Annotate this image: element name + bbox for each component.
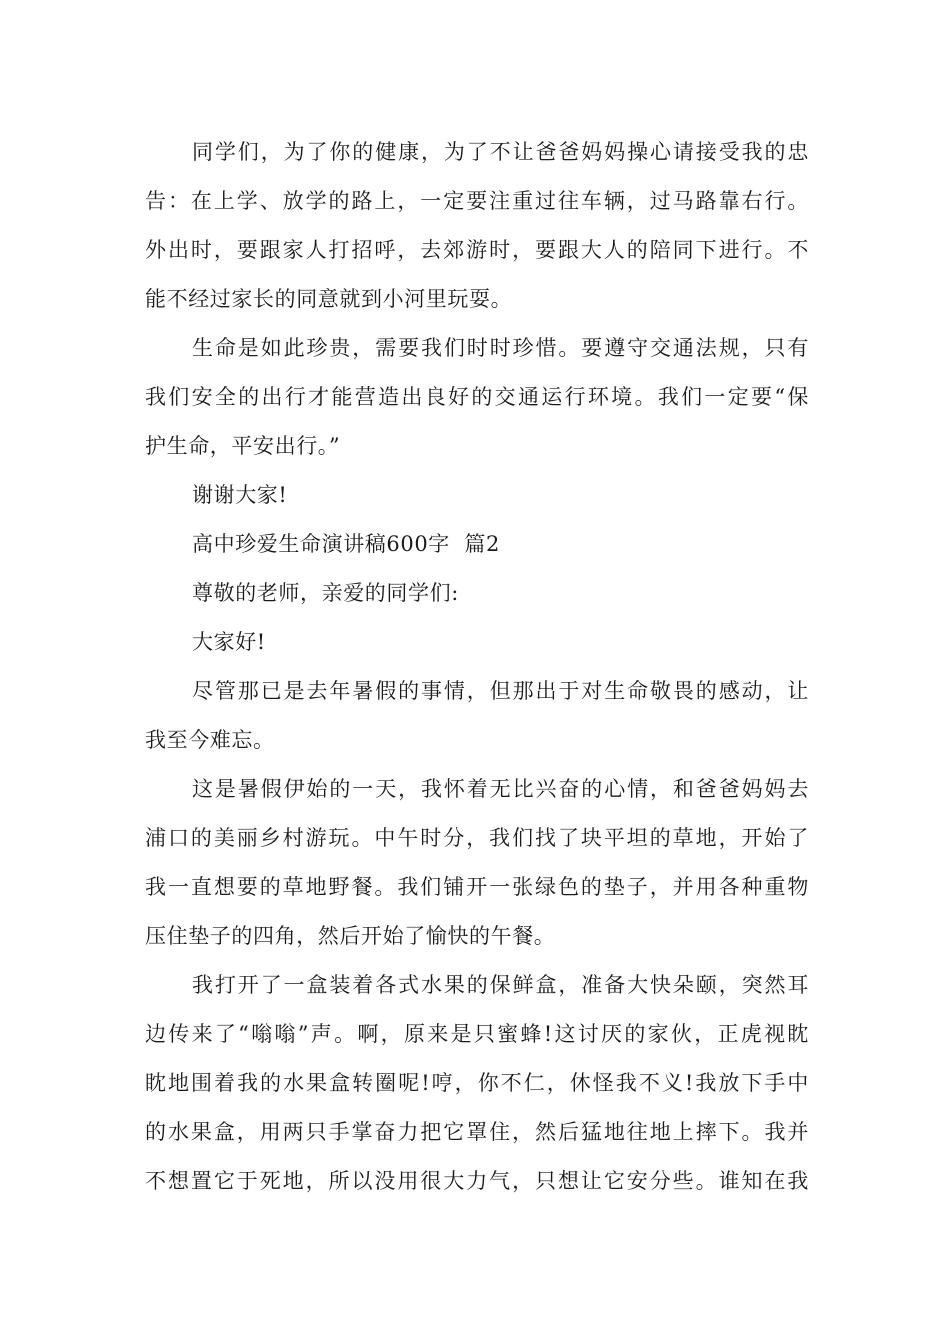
text-line: 的水果盒，用两只手掌奋力把它罩住，然后猛地往地上摔下。我并 bbox=[145, 1120, 809, 1144]
text-line: 告：在上学、放学的路上，一定要注重过往车辆，过马路靠右行。 bbox=[145, 189, 809, 213]
text-line: 压住垫子的四角，然后开始了愉快的午餐。 bbox=[145, 924, 556, 948]
paragraph bbox=[145, 667, 809, 765]
text-line: 能不经过家长的同意就到小河里玩耍。 bbox=[145, 287, 513, 311]
text-line: 同学们，为了你的健康，为了不让爸爸妈妈操心请接受我的忠 bbox=[192, 140, 809, 164]
text-line: 我们安全的出行才能营造出良好的交通运行环境。我们一定要“保 bbox=[145, 385, 809, 409]
text-line: 外出时，要跟家人打招呼，去郊游时，要跟大人的陪同下进行。不 bbox=[145, 238, 809, 262]
section-heading: 高中珍爱生命演讲稿600字 篇2 bbox=[192, 532, 500, 556]
closing-thanks: 谢谢大家! bbox=[192, 483, 288, 507]
text-line: 我至今难忘。 bbox=[145, 728, 275, 752]
greeting: 大家好! bbox=[192, 630, 266, 654]
salutation: 尊敬的老师，亲爱的同学们: bbox=[192, 581, 459, 605]
text-line: 边传来了“嗡嗡”声。啊，原来是只蜜蜂!这讨厌的家伙，正虎视眈 bbox=[145, 1022, 809, 1046]
text-line: 尽管那已是去年暑假的事情，但那出于对生命敬畏的感动，让 bbox=[192, 679, 809, 703]
text-line: 浦口的美丽乡村游玩。中午时分，我们找了块平坦的草地，开始了 bbox=[145, 826, 809, 850]
paragraph bbox=[145, 961, 809, 1206]
document-body bbox=[145, 128, 809, 1206]
text-line: 生命是如此珍贵，需要我们时时珍惜。要遵守交通法规，只有 bbox=[192, 336, 809, 360]
paragraph bbox=[145, 128, 809, 324]
paragraph bbox=[145, 765, 809, 961]
text-line: 我一直想要的草地野餐。我们铺开一张绿色的垫子，并用各种重物 bbox=[145, 875, 809, 899]
paragraph bbox=[145, 324, 809, 471]
text-line: 我打开了一盒装着各式水果的保鲜盒，准备大快朵颐，突然耳 bbox=[192, 973, 809, 997]
text-line: 眈地围着我的水果盒转圈呢!哼，你不仁，休怪我不义!我放下手中 bbox=[145, 1071, 809, 1095]
text-line: 不想置它于死地，所以没用很大力气，只想让它安分些。谁知在我 bbox=[145, 1169, 809, 1193]
text-line: 这是暑假伊始的一天，我怀着无比兴奋的心情，和爸爸妈妈去 bbox=[192, 777, 809, 801]
text-line: 护生命，平安出行。” bbox=[145, 434, 341, 458]
